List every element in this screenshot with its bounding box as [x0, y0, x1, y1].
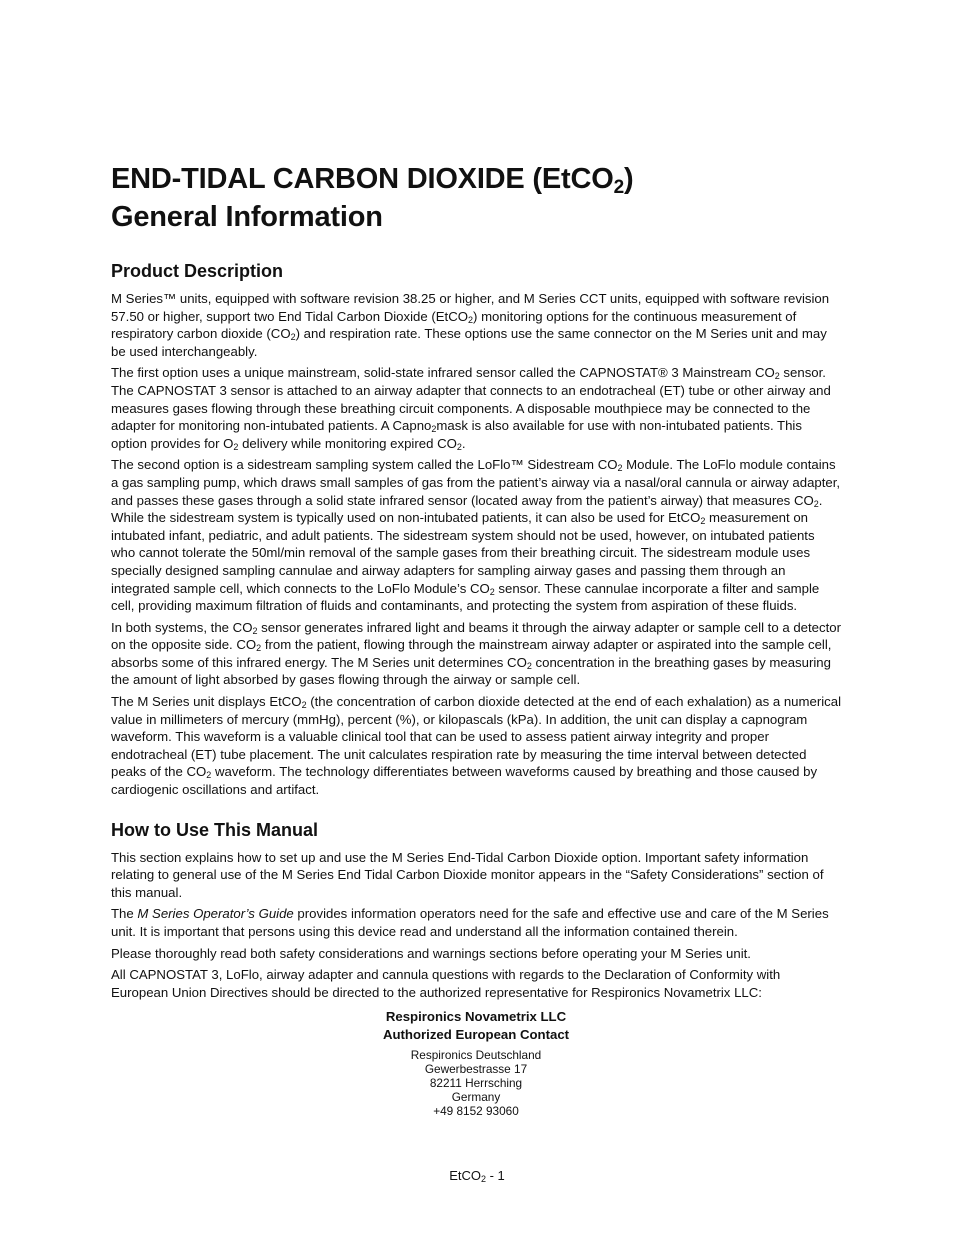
address-line: 82211 Herrsching — [429, 1076, 523, 1091]
subscript: 2 — [489, 586, 495, 597]
contact-block — [111, 1008, 841, 1118]
text-run: In both systems, the CO — [111, 619, 253, 635]
subscript: 2 — [206, 770, 212, 781]
subscript: 2 — [252, 625, 258, 636]
subscript: 2 — [526, 660, 532, 671]
subscript: 2 — [700, 516, 706, 527]
address-line: +49 8152 93060 — [433, 1104, 519, 1119]
text-run: delivery while monitoring expired CO — [238, 435, 457, 451]
text-run: . — [461, 435, 466, 451]
text-run: sensor. These cannulae incorporate a filter and sample cell, providing maximum filtration of fluids and contaminants, and protecting the system from aspiration of these fluids. — [111, 580, 820, 614]
guide-title: M Series Operator’s Guide — [137, 906, 294, 922]
paragraph — [111, 456, 841, 614]
subscript: 2 — [468, 314, 474, 325]
text-run: ) and respiration rate. These options use the same connector on the M Series unit and may be used interchangeably. — [111, 326, 827, 359]
subscript: 2 — [456, 441, 462, 452]
paragraph: All CAPNOSTAT 3, LoFlo, airway adapter and cannula questions with regards to the Declaration of Conformity with European Union Directives should be directed to the authorized representative for Respironics Novametrix LLC: — [111, 967, 781, 1000]
text-run: (the concentration of carbon dioxide detected at the end of each exhalation) as a numerical value in millimeters of mercury (mmHg), percent (%), or kilopascals (kPa). In addition, the unit can display a capnogram waveform. This waveform is a valuable clinical tool that can be used to assess patient airway integrity and proper endotracheal (ET) tube placement. The unit calculates respiration rate by measuring the time interval between detected peaks of the CO — [111, 694, 842, 780]
page-title — [111, 160, 841, 236]
text-run: from the patient, flowing through the mainstream airway adapter or aspirated into the sample cell, absorbs some of this infrared energy. The M Series unit determines CO — [111, 637, 832, 670]
contact-address — [111, 1048, 841, 1118]
contact-org: Respironics Novametrix LLC Authorized European Contact — [382, 1009, 570, 1043]
document-page — [111, 160, 841, 1118]
subscript: 2 — [233, 441, 239, 452]
text-run: . While the sidestream system is typically used on non-intubated patients, it can also be used for EtCO — [111, 492, 823, 526]
paragraph — [111, 290, 841, 360]
text-run: The first option uses a unique mainstream, solid-state infrared sensor called the CAPNOSTAT® 3 Mainstream CO — [111, 365, 775, 381]
section-heading-how-to-use: How to Use This Manual — [111, 819, 319, 840]
subscript: 2 — [774, 371, 780, 382]
text-run: mask is also available for use with non-intubated patients. This option provides for O — [111, 418, 802, 451]
text-run: measurement on intubated infant, pediatric, and adult patients. The sidestream system should not be used, however, on intubated patients who cannot tolerate the 50ml/min removal of the sample gases from their breathing circuit. The sidestream module uses specially designed sampling cannulae and airway adapters for sampling airway gases and passing them through an integrated sample cell, which connects to the LoFlo Module’s CO — [111, 510, 815, 596]
title-line-2: General Information — [111, 201, 383, 233]
text-run: waveform. The technology differentiates between waveforms caused by breathing and those caused by cardiogenic oscillations and artifact. — [111, 764, 818, 798]
subscript: 2 — [301, 700, 307, 711]
paragraph: Please thoroughly read both safety considerations and warnings sections before operating your M Series unit. — [111, 945, 751, 961]
subscript: 2 — [813, 498, 819, 509]
section-heading-product-description: Product Description — [111, 261, 284, 281]
subscript: 2 — [256, 643, 262, 654]
text-run: sensor. The CAPNOSTAT 3 sensor is attached to an airway adapter that connects to an endotracheal (ET) tube or other airway and measures gases flowing through these breathing circuit components. A disposable mouthpiece may be connected to the adapter for monitoring non-intubated patients. A Capno — [111, 365, 831, 434]
paragraph: The M Series Operator’s Guide provides information operators need for the safe and effective use and care of the M Series unit. It is important that persons using this device read and understand all the information contained therein. — [111, 906, 829, 939]
paragraph — [111, 364, 841, 452]
text-run: ) monitoring options for the continuous measurement of respiratory carbon dioxide (CO — [111, 308, 797, 342]
paragraph: This section explains how to set up and use the M Series End-Tidal Carbon Dioxide option. Important safety information relating to general use of the M Series End Tidal Carbon Dioxide monitor appears in the “Safety Considerations” section of this manual. — [111, 849, 824, 900]
address-line: Gewerbestrasse 17 — [424, 1062, 528, 1077]
title-line-1: END-TIDAL CARBON DIOXIDE (EtCO$_2$) — [111, 163, 634, 198]
subscript: 2 — [431, 424, 437, 435]
subscript: 2 — [290, 332, 296, 343]
text-run: M Series™ units, equipped with software revision 38.25 or higher, and M Series CCT units, equipped with software revision 57.50 or higher, support two End Tidal Carbon Dioxide (EtCO — [111, 291, 830, 324]
paragraph — [111, 693, 841, 799]
address-line: Respironics Deutschland — [410, 1048, 542, 1063]
text-run: Module. The LoFlo module contains a gas sampling pump, which draws small samples of gas from the patient’s airway via a nasal/oral cannula or airway adapter, and passes these gases through a solid state infrared sensor (located away from the patient’s airway) that measures CO — [111, 457, 841, 508]
subscript: 2 — [617, 463, 623, 474]
text-run: concentration in the breathing gases by measuring the amount of light absorbed by gases flowing through the airway or sample cell. — [111, 654, 831, 688]
address-line: Germany — [451, 1090, 501, 1105]
text-run: The second option is a sidestream sampling system called the LoFlo™ Sidestream CO — [111, 457, 618, 473]
page-number: EtCO$_2$ - 1 — [449, 1168, 505, 1184]
product-description-body — [111, 290, 841, 799]
paragraph — [111, 619, 841, 689]
text-run: sensor generates infrared light and beams it through the airway adapter or sample cell to a detector on the opposite side. CO — [111, 619, 841, 653]
text-run: The M Series unit displays EtCO — [111, 694, 302, 710]
